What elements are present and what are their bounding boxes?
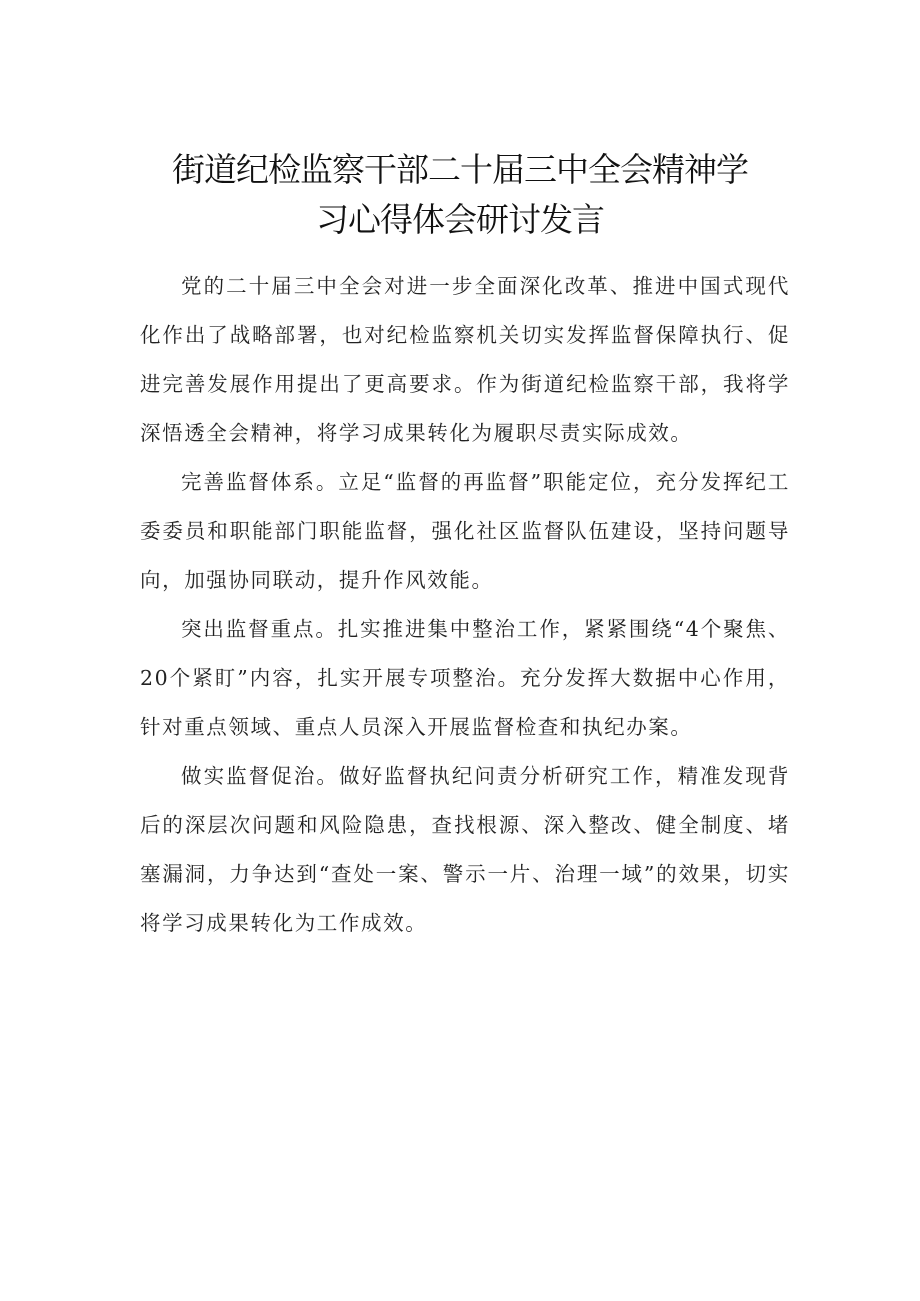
document-body [140,262,790,948]
paragraph-supervision-focus: 突出监督重点。扎实推进集中整治工作，紧紧围绕“4个聚焦、20个紧盯”内容，扎实开展专项整治。充分发挥大数据中心作用，针对重点领域、重点人员深入开展监督检查和执纪办案。 [140,617,790,739]
paragraph-supervision-governance: 做实监督促治。做好监督执纪问责分析研究工作，精准发现背后的深层次问题和风险隐患，查找根源、深入整改、健全制度、堵塞漏洞，力争达到“查处一案、警示一片、治理一域”的效果，切实将学习成果转化为工作成效。 [140,764,790,935]
document-title [100,145,820,245]
paragraph-intro: 党的二十届三中全会对进一步全面深化改革、推进中国式现代化作出了战略部署，也对纪检监察机关切实发挥监督保障执行、促进完善发展作用提出了更高要求。作为街道纪检监察干部，我将学深悟透全会精神，将学习成果转化为履职尽责实际成效。 [140,274,790,445]
paragraph-supervision-system: 完善监督体系。立足“监督的再监督”职能定位，充分发挥纪工委委员和职能部门职能监督，强化社区监督队伍建设，坚持问题导向，加强协同联动，提升作风效能。 [140,470,790,592]
title-line-1: 街道纪检监察干部二十届三中全会精神学 [172,150,748,189]
title-line-2: 习心得体会研讨发言 [316,200,604,239]
